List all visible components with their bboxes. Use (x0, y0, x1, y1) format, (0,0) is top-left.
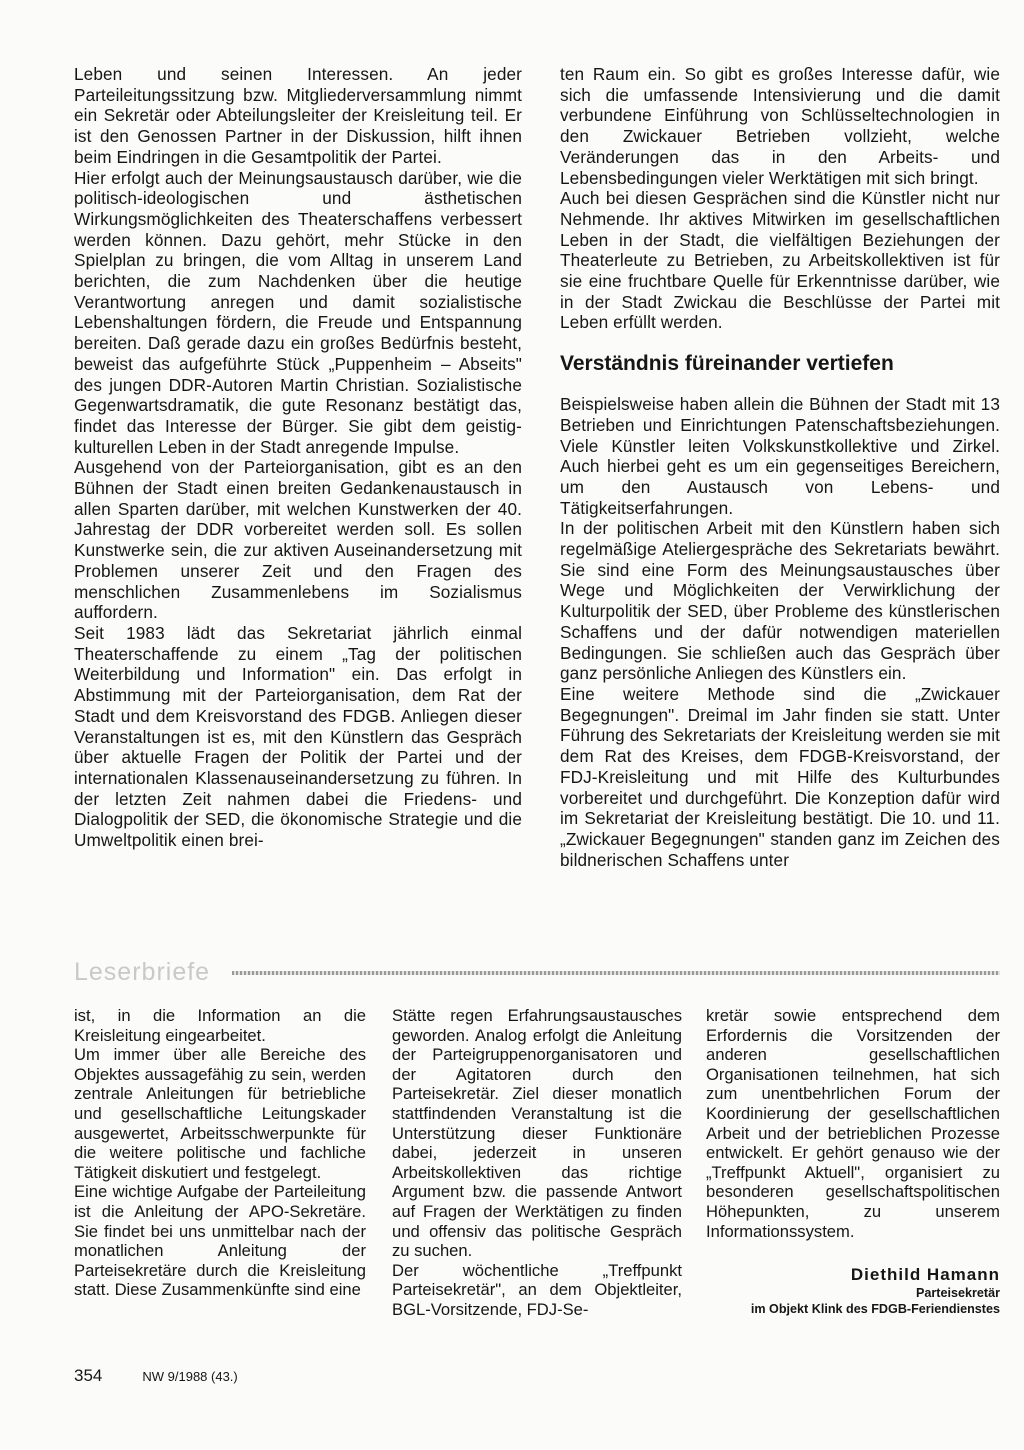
paragraph: Hier erfolgt auch der Meinungsaustausch darüber, wie die politisch-ideologischen und ästhetischen Wirkungsmöglichkeiten des Theaterschaffens verbessert werden können. Dazu gehört, mehr Stücke in den Spielplan zu bringen, die vom Alltag in unserem Land berichten, die zum Nachdenken über die heutige Verantwortung anregen und damit sozialistische Lebenshaltungen fördern, die Freude und Entspannung bereiten. Daß gerade dazu ein großes Bedürfnis besteht, beweist das aufgeführte Stück „Puppenheim – Abseits" des jungen DDR-Autoren Martin Christian. Sozialistische Gegenwartsdramatik, die gute Resonanz bestätigt das, findet das Interesse der Bürger. Sie gibt dem geistig-kulturellen Leben in der Stadt anregende Impulse. (74, 167, 522, 457)
paragraph: Beispielsweise haben allein die Bühnen der Stadt mit 13 Betrieben und Einrichtungen Patenschaftsbeziehungen. Viele Künstler leiten Volkskunstkollektive und Zirkel. Auch hierbei geht es um ein gegenseitiges Bereichern, um den Austausch von Lebens- und Tätigkeitserfahrungen. (560, 394, 1000, 518)
author-organization: im Objekt Klink des FDGB-Feriendienstes (750, 1301, 1000, 1316)
section-label-leserbriefe: Leserbriefe (74, 958, 211, 986)
article-column-1 (74, 64, 522, 851)
paragraph: Eine weitere Methode sind die „Zwickauer Begegnungen". Dreimal im Jahr finden sie statt. Unter Führung des Sekretariats der Kreisleitung werden sie mit dem Rat des Kreises, dem FDGB-Kreisvorstand, der FDJ-Kreisleitung und mit Hilfe des Kulturbundes vorbereitet und durchgeführt. Die Konzeption dafür wird im Sekretariat der Kreisleitung bestätigt. Die 10. und 11. „Zwickauer Begegnungen" standen ganz im Zeichen des bildnerischen Schaffens unter (560, 683, 1000, 870)
paragraph: Der wöchentliche „Treffpunkt Parteisekretär", an dem Objektleiter, BGL-Vorsitzende, FDJ-Se- (392, 1260, 682, 1319)
paragraph: Ausgehend von der Parteiorganisation, gibt es an den Bühnen der Stadt einen breiten Gedankenaustausch in allen Sparten darüber, mit welchen Kunstwerken der 40. Jahrestag der DDR vorbereitet werden soll. Es sollen Kunstwerke sein, die zur aktiven Auseinandersetzung mit Problemen unserer Zeit und den Fragen des menschlichen Zusammenlebens im Sozialismus auffordern. (74, 457, 522, 623)
paragraph: Um immer über alle Bereiche des Objektes aussagefähig zu sein, werden zentrale Anleitungen für betriebliche und gesellschaftliche Leitungskader ausgewertet, Arbeitsschwerpunkte für die weitere politische und fachliche Tätigkeit diskutiert und festgelegt. (74, 1045, 366, 1182)
paragraph: ist, in die Information an die Kreisleitung eingearbeitet. (74, 1006, 366, 1045)
paragraph: Stätte regen Erfahrungsaustausches geworden. Analog erfolgt die Anleitung der Parteigruppenorganisatoren und der Agitatoren durch den Parteisekretär. Ziel dieser monatlich stattfindenden Veranstaltung ist die Unterstützung dieser Funktionäre dabei, jederzeit in unseren Arbeitskollektiven das richtige Argument bzw. die passende Antwort auf Fragen der Werktätigen zu finden und offensiv das politische Gespräch zu suchen. (392, 1006, 682, 1261)
page-number: 354 (74, 1366, 103, 1385)
paragraph: In der politischen Arbeit mit den Künstlern haben sich regelmäßige Ateliergespräche des Sekretariats bewährt. Sie sind eine Form des Meinungsaustausches über Wege und Möglichkeiten der Verwirklichung der Kulturpolitik der SED, über Probleme des künstlerischen Schaffens und der dafür notwendigen materiellen Bedingungen. Sie schließen auch das Gespräch über ganz persönliche Anliegen des Künstlers ein. (560, 518, 1000, 684)
author-role: Parteisekretär (915, 1285, 1000, 1300)
paragraph: Leben und seinen Interessen. An jeder Parteileitungssitzung bzw. Mitgliederversammlung nimmt ein Sekretär oder Abteilungsleiter der Kreisleitung teil. Er ist den Genossen Partner in der Diskussion, hilft ihnen beim Eindringen in die Gesamtpolitik der Partei. (74, 64, 522, 167)
letter-column-2 (392, 1006, 682, 1320)
page-footer (74, 1366, 238, 1386)
section-heading: Verständnis füreinander vertiefen (560, 352, 894, 376)
paragraph: kretär sowie entsprechend dem Erfordernis die Vorsitzenden der anderen gesellschaftlichen Organisationen teilnehmen, hat sich zum unentbehrlichen Forum der Koordinierung der gesellschaftlichen Arbeit und der betrieblichen Prozesse entwickelt. Er gehört genauso wie der „Treffpunkt Aktuell", organisiert zu besonderen gesellschaftspolitischen Höhepunkten, zu unserem Informationssystem. (706, 1006, 1000, 1241)
issue-reference: NW 9/1988 (43.) (142, 1369, 238, 1384)
letter-column-1 (74, 1006, 366, 1300)
article-column-2 (560, 64, 1000, 870)
section-divider (232, 971, 1000, 975)
paragraph: Eine wichtige Aufgabe der Parteileitung ist die Anleitung der APO-Sekretäre. Sie findet bei uns unmittelbar nach der monatlichen Anleitung der Parteisekretäre durch die Kreisleitung statt. Diese Zusammenkünfte sind eine (74, 1182, 366, 1300)
paragraph: Seit 1983 lädt das Sekretariat jährlich einmal Theaterschaffende zu einem „Tag der politischen Weiterbildung und Information" ein. Das erfolgt in Abstimmung mit der Parteiorganisation, dem Rat der Stadt und dem Kreisvorstand des FDGB. Anliegen dieser Veranstaltungen ist es, mit den Künstlern das Gespräch über aktuelle Fragen der Politik der Partei und der internationalen Klassenauseinandersetzung zu führen. In der letzten Zeit nahmen dabei die Friedens- und Dialogpolitik der SED, die ökonomische Strategie und die Umweltpolitik einen brei- (74, 622, 522, 851)
paragraph: Auch bei diesen Gesprächen sind die Künstler nicht nur Nehmende. Ihr aktives Mitwirken im gesellschaftlichen Leben in der Stadt, die vielfältigen Beziehungen der Theaterleute zu Betrieben, zu Arbeitskollektiven ist für sie eine fruchtbare Quelle für Erkenntnisse darüber, wie in der Stadt Zwickau die Beschlüsse der Partei mit Leben erfüllt werden. (560, 188, 1000, 333)
letter-column-3 (706, 1006, 1000, 1317)
paragraph: ten Raum ein. So gibt es großes Interesse dafür, wie sich die umfassende Intensivierung und die damit verbundene Einführung von Schlüsseltechnologien in den Zwickauer Betrieben vollzieht, welche Veränderungen das in den Arbeits- und Lebensbedingungen vieler Werktätigen mit sich bringt. (560, 64, 1000, 188)
author-name: Diethild Hamann (850, 1265, 1000, 1285)
